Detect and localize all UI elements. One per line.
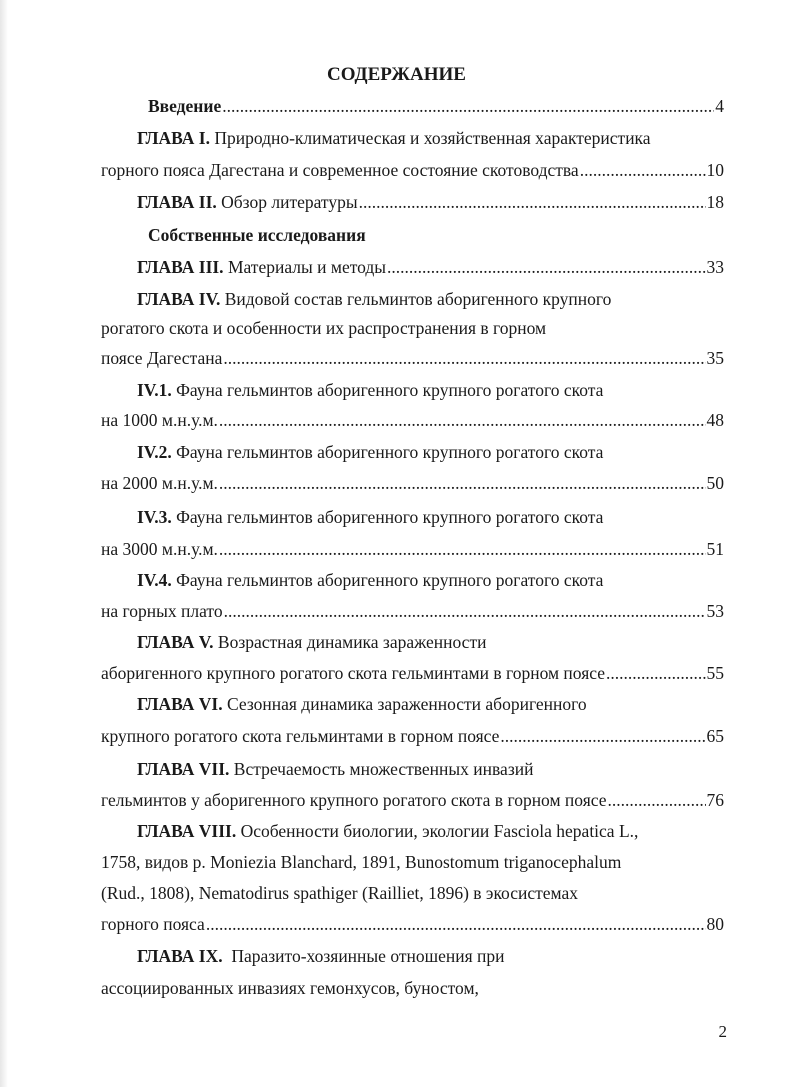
- toc-text: (Rud., 1808), Nematodirus spathiger (Railliet, 1896) в экосистемах: [101, 883, 579, 903]
- toc-label: IV.4.: [137, 570, 172, 590]
- toc-text: Фауна гельминтов аборигенного крупного рогатого скота: [171, 507, 604, 527]
- toc-text: Паразито-хозяинные отношения при: [222, 946, 505, 966]
- toc-entry-chapter-7: [137, 757, 533, 781]
- toc-page: 53: [706, 601, 724, 621]
- toc-entry-section-4-3-cont: [101, 537, 724, 561]
- leader-dots: [222, 94, 714, 118]
- toc-text: Фауна гельминтов аборигенного крупного рогатого скота: [171, 380, 604, 400]
- leader-dots: [219, 408, 706, 432]
- toc-text: ассоциированных инвазиях гемонхусов, буностом,: [101, 978, 479, 998]
- toc-entry-section-4-1: [137, 378, 603, 402]
- toc-text: горного пояса Дагестана и современное состояние скотоводства: [101, 160, 579, 180]
- leader-dots: [359, 190, 706, 214]
- toc-entry-chapter-2: [137, 190, 724, 214]
- toc-text: 1758, видов р. Moniezia Blanchard, 1891, Bunostomum triganocephalum: [101, 852, 622, 872]
- toc-label: IV.3.: [137, 507, 172, 527]
- scan-edge: [0, 0, 8, 1087]
- toc-text: крупного рогатого скота гельминтами в горном поясе: [101, 726, 500, 746]
- toc-entry-chapter-6-cont: [101, 724, 724, 748]
- leader-dots: [608, 788, 706, 812]
- toc-text: Встречаемость множественных инвазий: [229, 759, 534, 779]
- toc-label: IV.2.: [137, 442, 172, 462]
- toc-label: ГЛАВА I.: [137, 128, 210, 148]
- toc-text: на 3000 м.н.у.м.: [101, 539, 218, 559]
- toc-text: Видовой состав гельминтов аборигенного крупного: [220, 289, 612, 309]
- toc-text: аборигенного крупного рогатого скота гельминтами в горном поясе: [101, 663, 606, 683]
- toc-page: 35: [706, 348, 724, 368]
- toc-entry-chapter-8-end: [101, 912, 724, 936]
- toc-text: Природно-климатическая и хозяйственная характеристика: [209, 128, 651, 148]
- toc-label: ГЛАВА III.: [137, 257, 224, 277]
- page-title: СОДЕРЖАНИЕ: [327, 64, 466, 85]
- leader-dots: [387, 255, 705, 279]
- toc-label: ГЛАВА VI.: [137, 694, 223, 714]
- toc-entry-chapter-5-cont: [101, 661, 724, 685]
- toc-entry-chapter-8-cont-2: [101, 881, 578, 905]
- toc-label: IV.1.: [137, 380, 172, 400]
- toc-entry-section-4-4: [137, 568, 603, 592]
- toc-label: ГЛАВА IV.: [137, 289, 221, 309]
- toc-label: Собственные исследования: [148, 225, 366, 245]
- leader-dots: [224, 599, 706, 623]
- toc-page: 50: [706, 473, 724, 493]
- leader-dots: [223, 346, 705, 370]
- toc-page: 51: [706, 539, 724, 559]
- toc-entry-chapter-1: [137, 126, 651, 150]
- toc-text: на 1000 м.н.у.м.: [101, 410, 218, 430]
- page-number: 2: [718, 1022, 727, 1041]
- toc-text: Фауна гельминтов аборигенного крупного рогатого скота: [171, 442, 604, 462]
- toc-label: ГЛАВА VIII.: [137, 821, 237, 841]
- toc-page: 80: [706, 914, 724, 934]
- toc-page: 48: [706, 410, 724, 430]
- leader-dots: [606, 661, 705, 685]
- toc-text: Особенности биологии, экологии Fasciola hepatica L.,: [236, 821, 639, 841]
- toc-entry-chapter-4-end: [101, 346, 724, 370]
- toc-page: 76: [706, 790, 724, 810]
- toc-page: 4: [715, 96, 724, 116]
- toc-text: Обзор литературы: [216, 192, 358, 212]
- toc-section-heading: [148, 223, 366, 247]
- toc-text: поясе Дагестана: [101, 348, 223, 368]
- toc-entry-chapter-5: [137, 630, 486, 654]
- leader-dots: [206, 912, 706, 936]
- toc-page: 18: [706, 192, 724, 212]
- toc-label: ГЛАВА II.: [137, 192, 217, 212]
- toc-label: Введение: [148, 96, 222, 116]
- toc-entry-section-4-1-cont: [101, 408, 724, 432]
- toc-page: 10: [706, 160, 724, 180]
- toc-entry-section-4-2: [137, 440, 603, 464]
- toc-entry-section-4-3: [137, 505, 603, 529]
- toc-label: ГЛАВА V.: [137, 632, 214, 652]
- toc-entry-section-4-2-cont: [101, 471, 724, 495]
- toc-entry-chapter-8: [137, 819, 638, 843]
- toc-text: Материалы и методы: [223, 257, 387, 277]
- toc-text: Возрастная динамика зараженности: [213, 632, 487, 652]
- toc-entry-chapter-3: [137, 255, 724, 279]
- toc-entry-chapter-4-cont: [101, 316, 546, 340]
- toc-entry-chapter-1-cont: [101, 158, 724, 182]
- toc-text: гельминтов у аборигенного крупного рогатого скота в горном поясе: [101, 790, 607, 810]
- toc-text: горного пояса: [101, 914, 205, 934]
- toc-entry-chapter-7-cont: [101, 788, 724, 812]
- toc-page: 65: [706, 726, 724, 746]
- toc-text: рогатого скота и особенности их распространения в горном: [101, 318, 547, 338]
- toc-entry-chapter-8-cont: [101, 850, 621, 874]
- toc-text: на горных плато: [101, 601, 223, 621]
- leader-dots: [580, 158, 706, 182]
- toc-entry-introduction: [148, 94, 724, 118]
- toc-label: ГЛАВА VII.: [137, 759, 230, 779]
- leader-dots: [500, 724, 705, 748]
- toc-page: 55: [706, 663, 724, 683]
- toc-entry-chapter-4: [137, 287, 611, 311]
- toc-page: 33: [706, 257, 724, 277]
- toc-label: ГЛАВА IX.: [137, 946, 223, 966]
- toc-entry-chapter-9: [137, 944, 504, 968]
- toc-entry-chapter-9-cont: [101, 976, 479, 1000]
- toc-text: на 2000 м.н.у.м.: [101, 473, 218, 493]
- toc-entry-section-4-4-cont: [101, 599, 724, 623]
- leader-dots: [219, 471, 706, 495]
- leader-dots: [219, 537, 706, 561]
- toc-text: Сезонная динамика зараженности аборигенного: [222, 694, 587, 714]
- toc-text: Фауна гельминтов аборигенного крупного рогатого скота: [171, 570, 604, 590]
- toc-entry-chapter-6: [137, 692, 587, 716]
